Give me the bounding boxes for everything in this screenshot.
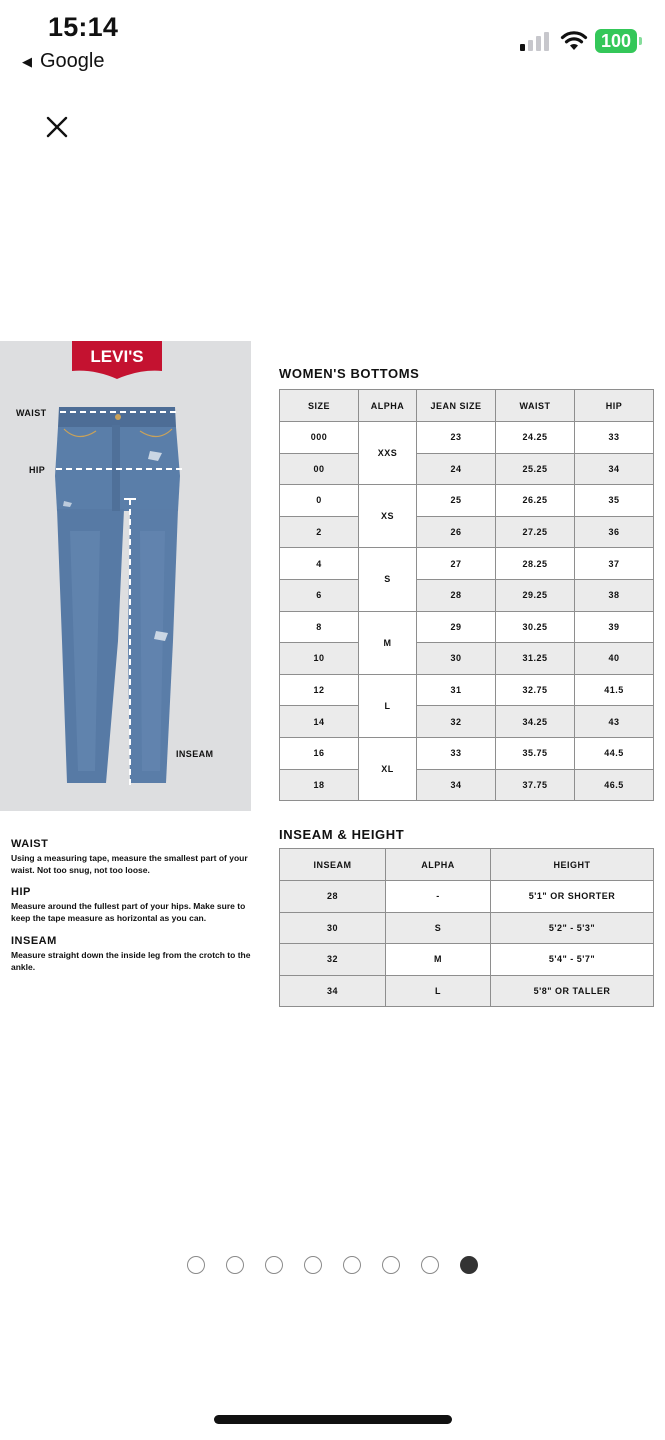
inseam-height-table <box>279 848 654 1007</box>
levis-logo <box>70 341 164 379</box>
home-indicator[interactable] <box>214 1415 452 1424</box>
height-cell: 5'4" - 5'7" <box>491 944 654 976</box>
waist-cell: 30.25 <box>496 611 575 643</box>
page-dot[interactable] <box>187 1256 205 1274</box>
size-cell: 16 <box>280 737 359 769</box>
hip-cell: 33 <box>575 422 654 454</box>
waist-instruction <box>11 838 256 876</box>
signal-icon <box>520 32 549 51</box>
jeans-illustration <box>0 381 251 811</box>
alpha-cell: M <box>359 611 417 674</box>
wifi-icon <box>559 28 589 52</box>
inseam-cell: 34 <box>280 975 386 1007</box>
size-cell: 000 <box>280 422 359 454</box>
hip-cell: 34 <box>575 453 654 485</box>
height-cell: 5'1" OR SHORTER <box>491 881 654 913</box>
waist-cell: 32.75 <box>496 674 575 706</box>
instruction-title: HIP <box>11 886 31 898</box>
header-size: SIZE <box>280 390 359 422</box>
page-dot[interactable] <box>265 1256 283 1274</box>
alpha-cell: L <box>359 674 417 737</box>
size-cell: 12 <box>280 674 359 706</box>
hip-cell: 38 <box>575 579 654 611</box>
header-jean-size: JEAN SIZE <box>417 390 496 422</box>
back-link-label: Google <box>40 50 105 72</box>
alpha-cell: L <box>386 975 491 1007</box>
jeans-image <box>0 341 251 811</box>
hip-cell: 43 <box>575 706 654 738</box>
height-cell: 5'8" OR TALLER <box>491 975 654 1007</box>
jean-size-cell: 24 <box>417 453 496 485</box>
header-alpha: ALPHA <box>386 849 491 881</box>
table-row <box>280 516 654 548</box>
height-cell: 5'2" - 5'3" <box>491 912 654 944</box>
hip-cell: 40 <box>575 643 654 675</box>
table-row <box>280 485 654 517</box>
page-dot[interactable] <box>343 1256 361 1274</box>
hip-cell: 35 <box>575 485 654 517</box>
alpha-cell: XS <box>359 485 417 548</box>
instruction-title: INSEAM <box>11 935 57 947</box>
status-time: 15:14 <box>48 12 119 42</box>
waist-cell: 37.75 <box>496 769 575 801</box>
inseam-cell: 30 <box>280 912 386 944</box>
size-cell: 6 <box>280 579 359 611</box>
page-dot[interactable] <box>421 1256 439 1274</box>
page-dot[interactable] <box>382 1256 400 1274</box>
jean-size-cell: 34 <box>417 769 496 801</box>
table-row <box>280 643 654 675</box>
alpha-cell: S <box>359 548 417 611</box>
inseam-label: INSEAM <box>176 749 214 759</box>
waist-cell: 26.25 <box>496 485 575 517</box>
table-row <box>280 611 654 643</box>
size-cell: 2 <box>280 516 359 548</box>
inseam-height-title: INSEAM & HEIGHT <box>279 827 405 842</box>
battery-level: 100 <box>600 30 632 51</box>
jean-size-cell: 30 <box>417 643 496 675</box>
waist-cell: 27.25 <box>496 516 575 548</box>
womens-bottoms-title: WOMEN'S BOTTOMS <box>279 366 420 381</box>
header-hip: HIP <box>575 390 654 422</box>
hip-label: HIP <box>29 465 46 475</box>
size-cell: 0 <box>280 485 359 517</box>
header-height: HEIGHT <box>491 849 654 881</box>
table-row <box>280 881 654 913</box>
table-row <box>280 912 654 944</box>
waist-cell: 28.25 <box>496 548 575 580</box>
inseam-cell: 28 <box>280 881 386 913</box>
battery-icon <box>595 29 637 53</box>
jean-size-cell: 23 <box>417 422 496 454</box>
hip-cell: 39 <box>575 611 654 643</box>
header-inseam: INSEAM <box>280 849 386 881</box>
waist-cell: 34.25 <box>496 706 575 738</box>
waist-label: WAIST <box>16 408 47 418</box>
size-cell: 8 <box>280 611 359 643</box>
page-dot[interactable] <box>460 1256 478 1274</box>
back-to-google-link[interactable] <box>22 50 105 73</box>
size-cell: 18 <box>280 769 359 801</box>
jean-size-cell: 29 <box>417 611 496 643</box>
jean-size-cell: 27 <box>417 548 496 580</box>
page-dot[interactable] <box>226 1256 244 1274</box>
alpha-cell: XXS <box>359 422 417 485</box>
alpha-cell: S <box>386 912 491 944</box>
logo-text: LEVI'S <box>90 347 144 366</box>
jean-size-cell: 26 <box>417 516 496 548</box>
waist-cell: 35.75 <box>496 737 575 769</box>
table-row <box>280 453 654 485</box>
header-alpha: ALPHA <box>359 390 417 422</box>
alpha-cell: - <box>386 881 491 913</box>
jean-size-cell: 33 <box>417 737 496 769</box>
hip-cell: 37 <box>575 548 654 580</box>
page-dot[interactable] <box>304 1256 322 1274</box>
table-row <box>280 422 654 454</box>
size-cell: 14 <box>280 706 359 738</box>
back-arrow-icon: ◀ <box>22 53 32 69</box>
size-cell: 10 <box>280 643 359 675</box>
table-row <box>280 944 654 976</box>
close-icon[interactable] <box>40 110 74 144</box>
inseam-instruction <box>11 935 256 973</box>
instruction-text: Measure around the fullest part of your hips. Make sure to keep the tape measure as horizontal as you can. <box>11 901 246 923</box>
table-row <box>280 737 654 769</box>
inseam-cell: 32 <box>280 944 386 976</box>
hip-instruction <box>11 886 256 924</box>
table-row <box>280 975 654 1007</box>
page-indicator <box>187 1256 478 1274</box>
size-cell: 4 <box>280 548 359 580</box>
hip-cell: 44.5 <box>575 737 654 769</box>
instruction-title: WAIST <box>11 838 49 850</box>
table-row <box>280 769 654 801</box>
jean-size-cell: 32 <box>417 706 496 738</box>
waist-cell: 29.25 <box>496 579 575 611</box>
header-waist: WAIST <box>496 390 575 422</box>
jean-size-cell: 25 <box>417 485 496 517</box>
hip-cell: 46.5 <box>575 769 654 801</box>
waist-cell: 25.25 <box>496 453 575 485</box>
table-row <box>280 548 654 580</box>
table-row <box>280 579 654 611</box>
womens-bottoms-table <box>279 389 654 801</box>
alpha-cell: XL <box>359 737 417 800</box>
jean-size-cell: 31 <box>417 674 496 706</box>
table-row <box>280 674 654 706</box>
instruction-text: Measure straight down the inside leg from the crotch to the ankle. <box>11 950 251 972</box>
waist-cell: 24.25 <box>496 422 575 454</box>
hip-cell: 41.5 <box>575 674 654 706</box>
instruction-text: Using a measuring tape, measure the smallest part of your waist. Not too snug, not too loose. <box>11 853 248 875</box>
alpha-cell: M <box>386 944 491 976</box>
size-cell: 00 <box>280 453 359 485</box>
waist-cell: 31.25 <box>496 643 575 675</box>
hip-cell: 36 <box>575 516 654 548</box>
jean-size-cell: 28 <box>417 579 496 611</box>
table-row <box>280 706 654 738</box>
